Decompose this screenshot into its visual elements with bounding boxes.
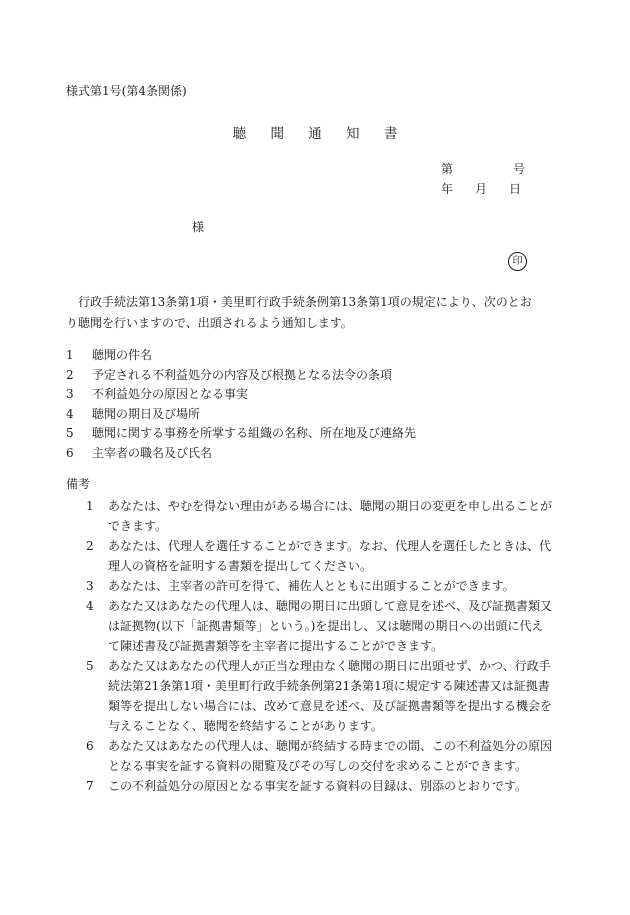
list-item xyxy=(66,366,546,386)
item-number: 4 xyxy=(66,406,74,421)
list-item xyxy=(66,444,546,464)
item-number: 3 xyxy=(66,387,74,401)
remark-item xyxy=(66,596,552,656)
title-char: 聴 xyxy=(232,126,247,142)
remark-number: 7 xyxy=(86,779,94,793)
remark-text: あなた又はあなたの代理人は、聴聞が終結する時までの間、この不利益処分の原因となる事実を証する資料の閲覧及びその写しの交付を求めることができます。 xyxy=(108,739,553,773)
remark-item xyxy=(66,656,552,736)
remark-text: あなたは、主宰者の許可を得て、補佐人とともに出頭することができます。 xyxy=(108,579,515,593)
form-number: 様式第1号(第4条関係) xyxy=(66,84,187,98)
items-list xyxy=(66,346,546,463)
item-text: 主宰者の職名及び氏名 xyxy=(92,445,213,460)
remark-item xyxy=(66,536,552,576)
list-item xyxy=(66,405,546,425)
item-text: 聴聞の期日及び場所 xyxy=(92,406,201,421)
number-dai: 第 xyxy=(441,162,454,176)
item-text: 聴聞の件名 xyxy=(92,348,153,362)
item-number: 1 xyxy=(66,348,74,362)
remark-number: 6 xyxy=(86,739,94,753)
title-char: 通 xyxy=(308,126,322,142)
item-number: 6 xyxy=(66,445,74,460)
remarks-heading: 備考 xyxy=(66,477,91,491)
notice-body: 行政手続法第13条第1項・美里町行政手続条例第13条第1項の規定により、次のとおり聴聞を行いますので、出頭されるよう通知します。 xyxy=(66,295,532,330)
title-char: 聞 xyxy=(270,126,284,142)
item-number: 2 xyxy=(66,367,74,382)
title-char: 書 xyxy=(383,126,398,142)
remark-item xyxy=(66,776,552,796)
remark-number: 1 xyxy=(86,499,94,513)
remark-text: あなたは、代理人を選任することができます。なお、代理人を選任したときは、代理人の資格を証明する書類を提出してください。 xyxy=(108,539,552,573)
item-number: 5 xyxy=(66,426,74,440)
remark-item xyxy=(66,576,552,596)
document-number-line xyxy=(441,160,525,177)
remarks-list xyxy=(66,496,552,796)
seal-mark-icon: 印 xyxy=(508,252,527,271)
date-month: 月 xyxy=(475,182,488,196)
addressee-suffix: 様 xyxy=(192,220,205,234)
remark-number: 4 xyxy=(86,599,94,613)
remark-number: 3 xyxy=(86,579,94,593)
remark-text: あなた又はあなたの代理人は、聴聞の期日に出頭して意見を述べ、及び証拠書類又は証拠物(以下「証拠書類等」という。)を提出し、又は聴聞の期日への出頭に代えて陳述書及び証拠書類等を主宰者に提出することができます。 xyxy=(108,599,553,653)
item-text: 不利益処分の原因となる事実 xyxy=(92,387,249,401)
list-item xyxy=(66,424,546,444)
list-item xyxy=(66,385,546,405)
list-item xyxy=(66,346,546,366)
remark-item xyxy=(66,736,552,776)
remark-text: この不利益処分の原因となる事実を証する資料の目録は、別添のとおりです。 xyxy=(108,779,528,793)
document-title xyxy=(0,122,630,142)
remark-text: あなたは、やむを得ない理由がある場合には、聴聞の期日の変更を申し出ることができます。 xyxy=(108,499,553,533)
date-day: 日 xyxy=(509,182,522,196)
title-char: 知 xyxy=(346,126,360,142)
number-go: 号 xyxy=(513,162,526,176)
remark-text: あなた又はあなたの代理人が正当な理由なく聴聞の期日に出頭せず、かつ、行政手続法第21条第1項・美里町行政手続条例第21条第1項に規定する陳述書又は証拠書類等を提出しない場合には、改めて意見を述べ、及び証拠書類等を提出する機会を与えることなく、聴聞を終結することがあります。 xyxy=(108,659,553,733)
date-line xyxy=(441,180,521,197)
remark-item xyxy=(66,496,552,536)
item-text: 予定される不利益処分の内容及び根拠となる法令の条項 xyxy=(92,367,393,382)
date-year: 年 xyxy=(441,182,454,196)
item-text: 聴聞に関する事務を所掌する組織の名称、所在地及び連絡先 xyxy=(92,426,417,440)
remark-number: 2 xyxy=(86,539,94,553)
remark-number: 5 xyxy=(86,659,94,673)
